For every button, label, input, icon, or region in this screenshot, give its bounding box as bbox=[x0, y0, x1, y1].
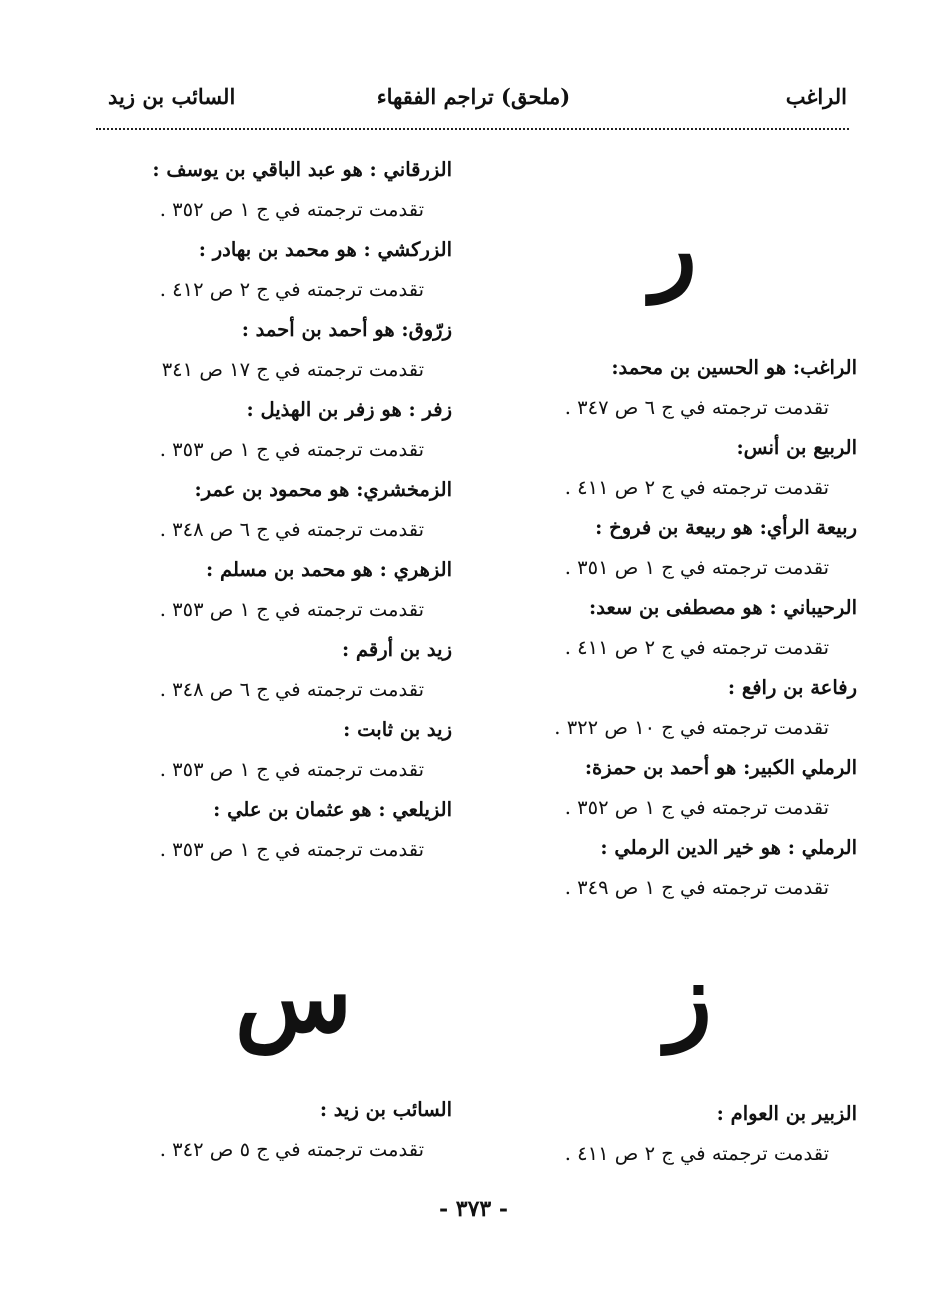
letter-heading-zay: ز bbox=[665, 941, 712, 1054]
entry-name: الرملي : هو خير الدين الرملي : bbox=[600, 836, 857, 859]
entry-name: الرملي الكبير: هو أحمد بن حمزة: bbox=[584, 756, 857, 779]
entry-reference: تقدمت ترجمته في ج ١ ص ٣٤٩ . bbox=[564, 876, 829, 899]
entry-reference: تقدمت ترجمته في ج ١ ص ٣٥٢ . bbox=[564, 796, 829, 819]
entry-name: الزبير بن العوام : bbox=[716, 1102, 857, 1125]
running-head-title: (ملحق) تراجم الفقهاء bbox=[376, 84, 571, 109]
entry-reference: تقدمت ترجمته في ج ١ ص ٣٥٣ . bbox=[159, 598, 424, 621]
entry-name: زيد بن ثابت : bbox=[343, 718, 452, 741]
page-number: - ٣٧٣ - bbox=[438, 1196, 509, 1222]
entry-reference: تقدمت ترجمته في ج ٢ ص ٤١١ . bbox=[564, 476, 829, 499]
entry-reference: تقدمت ترجمته في ج ١ ص ٣٥١ . bbox=[564, 556, 829, 579]
entry-reference: تقدمت ترجمته في ج ١ ص ٣٥٣ . bbox=[159, 438, 424, 461]
running-head-first-entry: الراغب bbox=[785, 84, 847, 109]
entry-reference: تقدمت ترجمته في ج ١ ص ٣٥٢ . bbox=[159, 198, 424, 221]
entry-name: الزمخشري: هو محمود بن عمر: bbox=[194, 478, 452, 501]
entry-name: رفاعة بن رافع : bbox=[727, 676, 857, 699]
entry-name: الربيع بن أنس: bbox=[736, 436, 857, 459]
entry-name: زرّوق: هو أحمد بن أحمد : bbox=[241, 318, 452, 341]
entry-name: الزركشي : هو محمد بن بهادر : bbox=[198, 238, 452, 261]
entry-reference: تقدمت ترجمته في ج ١٠ ص ٣٢٢ . bbox=[554, 716, 829, 739]
entry-name: السائب بن زيد : bbox=[319, 1098, 452, 1121]
entry-name: الرحيباني : هو مصطفى بن سعد: bbox=[589, 596, 857, 619]
entry-reference: تقدمت ترجمته في ج ٦ ص ٣٤٨ . bbox=[159, 518, 424, 541]
running-head-last-entry: السائب بن زيد bbox=[108, 84, 236, 109]
entry-name: الراغب: هو الحسين بن محمد: bbox=[611, 356, 857, 379]
entry-reference: تقدمت ترجمته في ج ٥ ص ٣٤٢ . bbox=[159, 1138, 424, 1161]
entry-name: الزرقاني : هو عبد الباقي بن يوسف : bbox=[152, 158, 452, 181]
entry-name: زيد بن أرقم : bbox=[341, 638, 452, 661]
entry-reference: تقدمت ترجمته في ج ١٧ ص ٣٤١ bbox=[161, 358, 424, 381]
entry-name: الزهري : هو محمد بن مسلم : bbox=[206, 558, 452, 581]
entry-reference: تقدمت ترجمته في ج ٢ ص ٤١٢ . bbox=[159, 278, 424, 301]
entry-reference: تقدمت ترجمته في ج ١ ص ٣٥٣ . bbox=[159, 758, 424, 781]
entry-reference: تقدمت ترجمته في ج ٢ ص ٤١١ . bbox=[564, 1142, 829, 1165]
entry-reference: تقدمت ترجمته في ج ١ ص ٣٥٣ . bbox=[159, 838, 424, 861]
entry-reference: تقدمت ترجمته في ج ٦ ص ٣٤٧ . bbox=[564, 396, 829, 419]
header-dotted-rule bbox=[96, 128, 849, 130]
entry-name: زفر : هو زفر بن الهذيل : bbox=[246, 398, 452, 421]
entry-reference: تقدمت ترجمته في ج ٦ ص ٣٤٨ . bbox=[159, 678, 424, 701]
entry-name: ربيعة الرأي: هو ربيعة بن فروخ : bbox=[595, 516, 857, 539]
entry-name: الزيلعي : هو عثمان بن علي : bbox=[213, 798, 452, 821]
letter-heading-ra: ر bbox=[650, 191, 697, 304]
letter-heading-sin: س bbox=[234, 941, 352, 1054]
entry-reference: تقدمت ترجمته في ج ٢ ص ٤١١ . bbox=[564, 636, 829, 659]
